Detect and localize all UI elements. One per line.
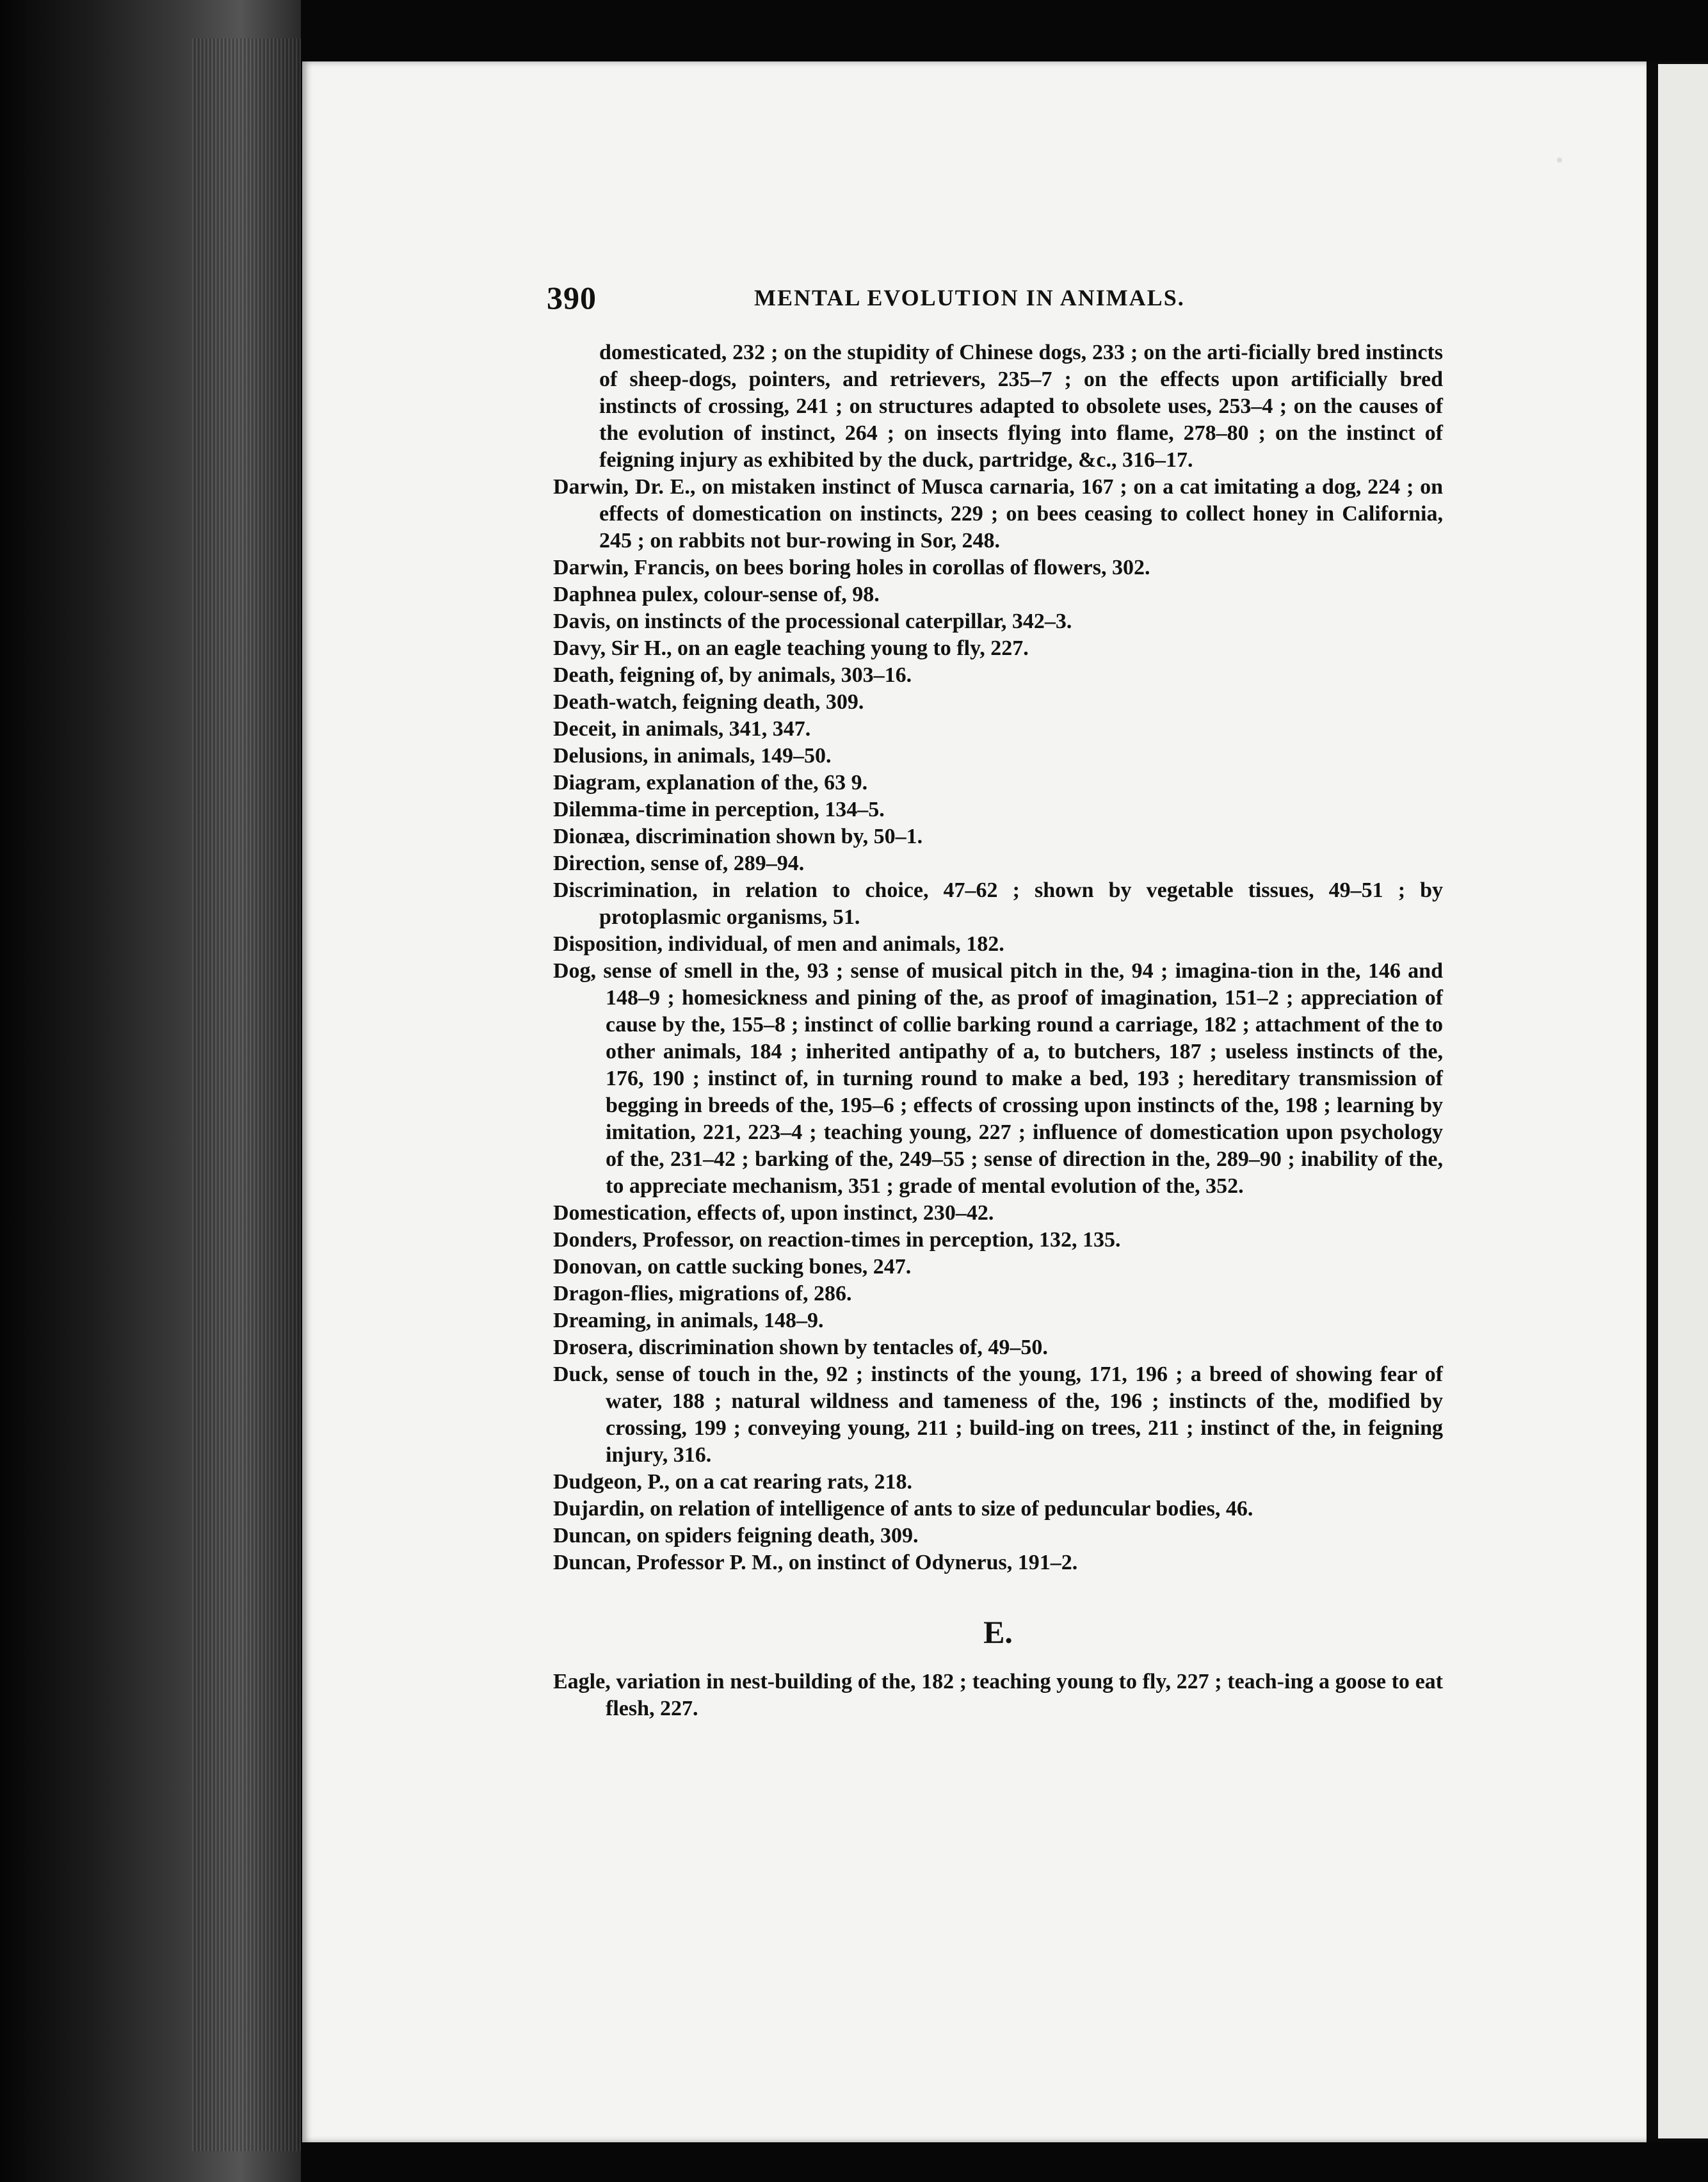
index-entry: Davy, Sir H., on an eagle teaching young to fly, 227. <box>553 636 1029 660</box>
index-entry: Eagle, variation in nest-building of the, 182 ; teaching young to fly, 227 ; teach-ing a goose to eat flesh, 227. <box>553 1670 1443 1720</box>
index-entry: Dujardin, on relation of intelligence of ants to size of peduncular bodies, 46. <box>553 1497 1253 1521</box>
page-edge-texture <box>192 38 301 2151</box>
page-header <box>547 279 1443 318</box>
index-entry: Death-watch, feigning death, 309. <box>553 690 864 714</box>
index-entry: Donovan, on cattle sucking bones, 247. <box>553 1255 912 1279</box>
index-entry: Deceit, in animals, 341, 347. <box>553 717 811 741</box>
index-entry: Darwin, Dr. E., on mistaken instinct of Musca carnaria, 167 ; on a cat imitating a dog, 224 ; on effects of domestication on instincts, 229 ; on bees ceasing to collect honey in California, 245 ; on rabbits not bur-rowing in Sor, 248. <box>553 475 1443 553</box>
index-entry: Duncan, on spiders feigning death, 309. <box>553 1524 919 1548</box>
index-entry: Dilemma-time in perception, 134–5. <box>553 798 885 821</box>
running-title: MENTAL EVOLUTION IN ANIMALS. <box>754 285 1185 311</box>
index-entry: Donders, Professor, on reaction-times in perception, 132, 135. <box>553 1228 1121 1252</box>
index-entry: domesticated, 232 ; on the stupidity of Chinese dogs, 233 ; on the arti-ficially bred instincts of sheep-dogs, pointers, and retrievers, 235–7 ; on the effects upon artificially bred instincts of crossing, 241 ; on structures adapted to obsolete uses, 253–4 ; on the causes of the evolution of instinct, 264 ; on insects flying into flame, 278–80 ; on the instinct of feigning injury as exhibited by the duck, partridge, &c., 316–17. <box>599 341 1443 472</box>
index-entry: Death, feigning of, by animals, 303–16. <box>553 663 912 687</box>
index-entry: Diagram, explanation of the, 63 9. <box>553 771 868 795</box>
index-entry: Domestication, effects of, upon instinct, 230–42. <box>553 1201 994 1225</box>
facing-page-edge <box>1658 64 1708 2138</box>
index-entry: Disposition, individual, of men and animals, 182. <box>553 932 1004 956</box>
page-number: 390 <box>547 280 597 316</box>
index-entry: Drosera, discrimination shown by tentacles of, 49–50. <box>553 1336 1048 1359</box>
index-entry: Dudgeon, P., on a cat rearing rats, 218. <box>553 1470 912 1494</box>
index-entry: Davis, on instincts of the processional caterpillar, 342–3. <box>553 610 1072 633</box>
index-entry: Dionæa, discrimination shown by, 50–1. <box>553 825 923 848</box>
index-entry: Duck, sense of touch in the, 92 ; instincts of the young, 171, 196 ; a breed of showing fear of water, 188 ; natural wildness and tameness of the, 196 ; instincts of the, modified by crossing, 199 ; conveying young, 211 ; build-ing on trees, 211 ; instinct of the, in feigning injury, 316. <box>553 1362 1443 1467</box>
print-speck <box>1557 158 1562 163</box>
index-entry: Discrimination, in relation to choice, 47–62 ; shown by vegetable tissues, 49–51 ; by protoplasmic organisms, 51. <box>553 878 1443 929</box>
index-column <box>553 339 1443 1722</box>
index-entry: Duncan, Professor P. M., on instinct of Odynerus, 191–2. <box>553 1551 1078 1574</box>
section-letter-heading: E. <box>983 1614 1013 1650</box>
index-entry: Dreaming, in animals, 148–9. <box>553 1309 824 1332</box>
index-entry: Daphnea pulex, colour-sense of, 98. <box>553 583 880 606</box>
index-entry: Direction, sense of, 289–94. <box>553 852 805 875</box>
index-entry: Delusions, in animals, 149–50. <box>553 744 832 768</box>
index-entry: Dog, sense of smell in the, 93 ; sense of musical pitch in the, 94 ; imagina-tion in the, 146 and 148–9 ; homesickness and pining of the, as proof of imagination, 151–2 ; appreciation of cause by the, 155–8 ; instinct of collie barking round a carriage, 182 ; attachment of the to other animals, 184 ; inherited antipathy of a, to butchers, 187 ; useless instincts of the, 176, 190 ; instinct of, in turning round to make a bed, 193 ; hereditary transmission of begging in breeds of the, 195–6 ; effects of crossing upon instincts of the, 198 ; learning by imitation, 221, 223–4 ; teaching young, 227 ; influence of domestication upon psychology of the, 231–42 ; barking of the, 249–55 ; sense of direction in the, 289–90 ; inability of the, to appreciate mechanism, 351 ; grade of mental evolution of the, 352. <box>553 959 1443 1198</box>
index-entry: Darwin, Francis, on bees boring holes in corollas of flowers, 302. <box>553 556 1150 579</box>
index-entry: Dragon-flies, migrations of, 286. <box>553 1282 852 1305</box>
